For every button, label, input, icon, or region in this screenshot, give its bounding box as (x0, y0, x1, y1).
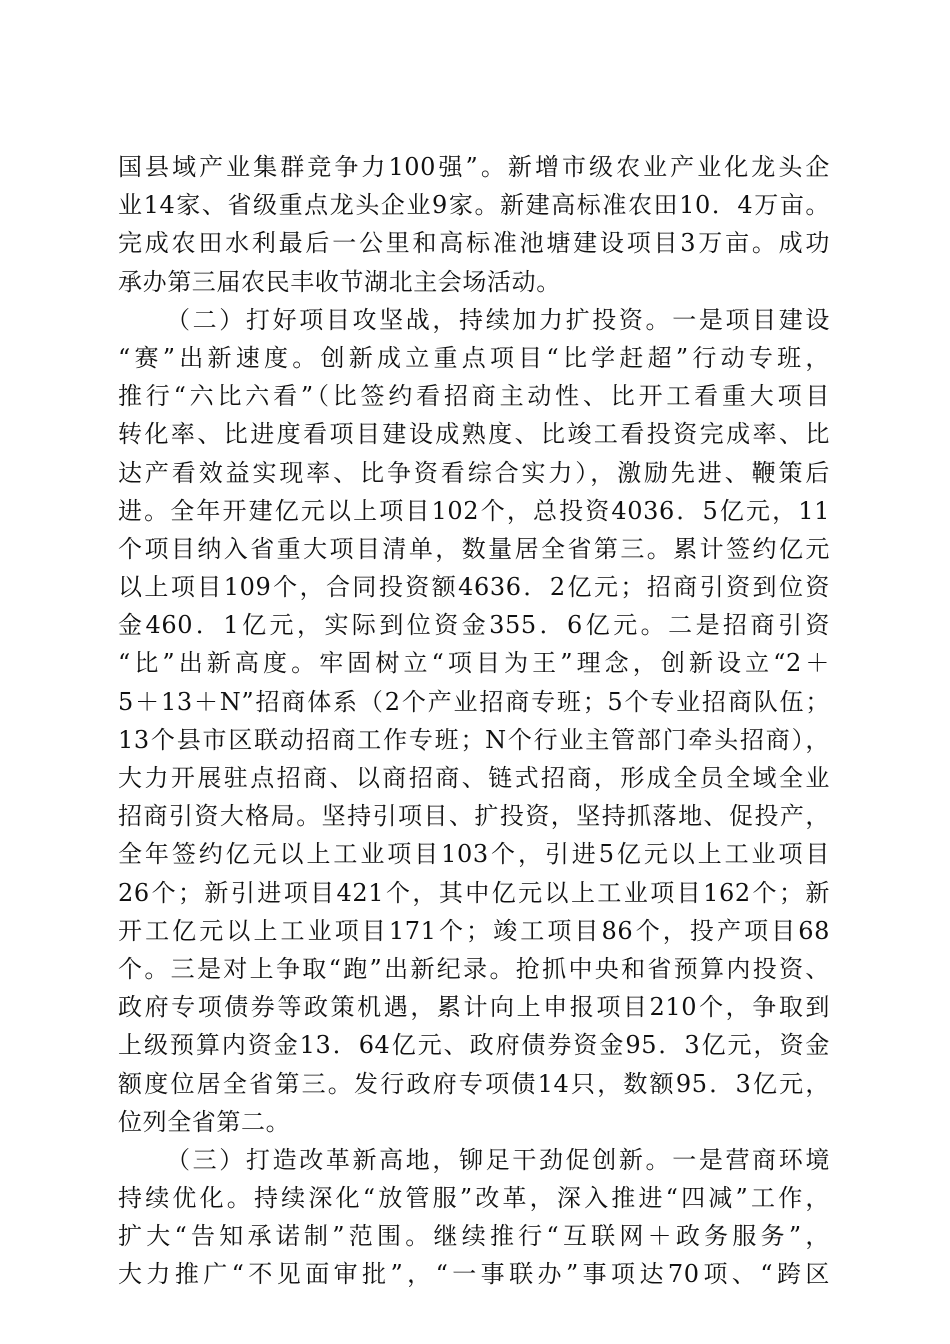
text-line: “比”出新高度。牢固树立“项目为王”理念，创新设立“2＋ (118, 649, 830, 678)
text-line: 进。全年开建亿元以上项目102个，总投资4036．5亿元，11 (118, 496, 830, 525)
text-line: 个项目纳入省重大项目清单，数量居全省第三。累计签约亿元 (118, 534, 830, 563)
text-line: 全年签约亿元以上工业项目103个，引进5亿元以上工业项目 (118, 840, 830, 869)
text-line: 大力开展驻点招商、以商招商、链式招商，形成全员全域全业 (118, 764, 830, 792)
text-line: 持续优化。持续深化“放管服”改革，深入推进“四减”工作， (118, 1184, 830, 1213)
section-heading-line: （二）打好项目攻坚战，持续加力扩投资。一是项目建设 (166, 305, 830, 334)
text-line: 位列全省第二。 (118, 1107, 291, 1136)
text-line: 达产看效益实现率、比争资看综合实力），激励先进、鞭策后 (118, 458, 830, 487)
text-line: 个。三是对上争取“跑”出新纪录。抢抓中央和省预算内投资、 (118, 954, 830, 983)
text-line: 大力推广“不见面审批”，“一事联办”事项达70项、“跨区 (118, 1260, 830, 1289)
text-line: 额度位居全省第三。发行政府专项债14只，数额95．3亿元， (118, 1069, 830, 1098)
text-line: 转化率、比进度看项目建设成熟度、比竣工看投资完成率、比 (118, 420, 830, 449)
text-line: 5＋13＋N”招商体系（2个产业招商专班；5个专业招商队伍； (118, 687, 830, 716)
text-line: 13个县市区联动招商工作专班；N个行业主管部门牵头招商）， (118, 725, 830, 754)
text-line: 上级预算内资金13．64亿元、政府债券资金95．3亿元，资金 (118, 1031, 830, 1060)
document-body (118, 148, 830, 1294)
text-line: 政府专项债券等政策机遇，累计向上申报项目210个，争取到 (118, 993, 830, 1022)
text-line: 以上项目109个，合同投资额4636．2亿元；招商引资到位资 (118, 573, 830, 602)
text-line: 招商引资大格局。坚持引项目、扩投资，坚持抓落地、促投产， (118, 802, 830, 831)
text-line: 开工亿元以上工业项目171个；竣工项目86个，投产项目68 (118, 916, 830, 945)
text-line: “赛”出新速度。创新成立重点项目“比学赶超”行动专班， (118, 343, 830, 372)
text-line: 业14家、省级重点龙头企业9家。新建高标准农田10．4万亩。 (118, 191, 830, 220)
text-line: 26个；新引进项目421个，其中亿元以上工业项目162个；新 (118, 878, 830, 907)
text-line: 扩大“告知承诺制”范围。继续推行“互联网＋政务服务”， (118, 1222, 830, 1251)
text-line: 完成农田水利最后一公里和高标准池塘建设项目3万亩。成功 (118, 229, 830, 258)
text-line: 推行“六比六看”（比签约看招商主动性、比开工看重大项目 (118, 382, 830, 411)
text-line: 承办第三届农民丰收节湖北主会场活动。 (118, 267, 561, 296)
text-line: 国县域产业集群竞争力100强”。新增市级农业产业化龙头企 (118, 153, 830, 181)
text-line: 金460．1亿元，实际到位资金355．6亿元。二是招商引资 (118, 611, 830, 640)
section-heading-line: （三）打造改革新高地，铆足干劲促创新。一是营商环境 (166, 1145, 830, 1174)
